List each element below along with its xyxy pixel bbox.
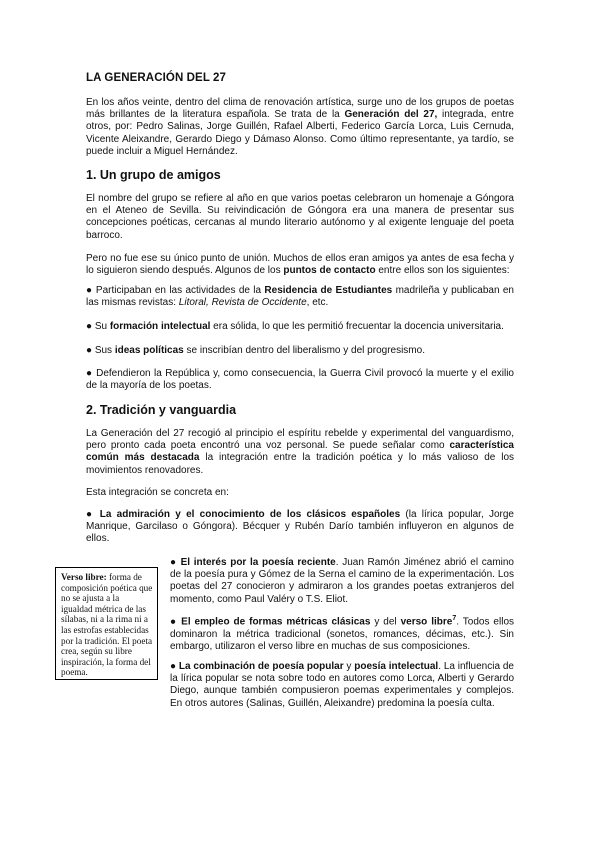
- bold-text: ● La combinación de poesía popular: [170, 661, 344, 672]
- section2-bullet-3: [170, 613, 514, 653]
- bold-text: ● La admiración y el conocimiento de los clásicos españoles: [86, 509, 401, 520]
- text: era sólida, lo que les permitió frecuentar la docencia universitaria.: [210, 321, 504, 332]
- section1-bullet-3: [86, 345, 514, 357]
- section1-bullet-1: [86, 285, 514, 309]
- text: Pero no fue ese su único punto de unión. Muchos de ellos eran amigos ya antes de esa fecha y lo siguieron siendo después. Algunos de los: [86, 253, 514, 277]
- text: y: [343, 661, 355, 672]
- footnote-marker: 7: [452, 615, 457, 622]
- text: se inscribían dentro del liberalismo y del progresismo.: [183, 345, 425, 356]
- italic-text: Litoral, Revista de Occidente: [178, 297, 307, 309]
- section2-bullet-2: [170, 557, 514, 606]
- text: . Todos ellos dominaron la métrica tradicional (sonetos, romances, décimas, etc.). Sin embargo, utilizaron el verso libre en muchas de sus composiciones.: [170, 616, 515, 652]
- section2-paragraph-1: [86, 428, 514, 477]
- text: La Generación del 27 recogió al principio el espíritu rebelde y experimental del vanguardismo, pero pronto cada poeta encontró una voz personal. Se puede señalar como: [86, 428, 514, 452]
- text: madrileña y publicaban en las mismas revistas:: [86, 285, 514, 309]
- section2-bullet-1: [86, 509, 514, 546]
- definition-term: Verso libre:: [61, 572, 107, 582]
- bold-text: verso libre: [400, 616, 453, 628]
- section2-bullet-4: [170, 661, 514, 710]
- section1-bullet-4: ● Defendieron la República y, como consecuencia, la Guerra Civil provocó la muerte y el exilio de la mayoría de los poetas.: [86, 368, 514, 392]
- text: entre ellos son los siguientes:: [375, 265, 510, 277]
- text: ● Sus: [86, 345, 115, 356]
- intro-bold: Generación del 27,: [344, 109, 438, 121]
- bold-text: formación intelectual: [109, 321, 211, 332]
- section2-paragraph-2: Esta integración se concreta en:: [86, 487, 229, 498]
- text: . La influencia de la lírica popular se nota sobre todo en autores como Lorca, Alberti y Gerardo Diego, aunque también compusieron poemas experimentales y complejos. En otros autores (Salinas, Guillén, Aleixandre) predomina la poesía culta.: [170, 661, 514, 709]
- bold-text: ● El interés por la poesía reciente: [170, 557, 336, 568]
- section1-bullet-2: [86, 321, 514, 333]
- section1-paragraph-2: [86, 253, 514, 277]
- intro-text-2: integrada, entre otros, por: Pedro Salinas, Jorge Guillén, Rafael Alberti, Federico García Lorca, Luis Cernuda, Vicente Aleixandre, Gerardo Diego y Dámaso Alonso. Como último representante, ya tardío, se puede incluir a Miguel Hernández.: [86, 109, 514, 157]
- intro-text: En los años veinte, dentro del clima de renovación artística, surge uno de los grupos de poetas más brillantes de la literatura española. Se trata de la: [86, 97, 514, 121]
- bold-text: ideas políticas: [114, 345, 184, 356]
- definition-text: forma de composición poética que no se ajusta a la igualdad métrica de las sílabas, ni a la rima ni a las estrofas establecidas por la tradición. El poeta crea, según su libre inspiración, la forma del poema.: [61, 572, 153, 678]
- bold-text: puntos de contacto: [283, 265, 376, 277]
- intro-paragraph: [86, 97, 514, 158]
- bold-text: característica común más destacada: [86, 440, 514, 464]
- verso-libre-definition-box: [55, 567, 158, 680]
- document-title: LA GENERACIÓN DEL 27: [86, 72, 227, 84]
- text: (la lírica popular, Jorge Manrique, Garcilaso o Góngora). Bécquer y Rubén Darío también influyeron en algunos de ellos.: [86, 509, 514, 545]
- text: la integración entre la tradición poética y lo más valioso de los movimientos renovadores.: [86, 452, 515, 476]
- bold-text: ● El empleo de formas métricas clásicas: [170, 616, 371, 628]
- bold-text: poesía intelectual: [354, 661, 439, 672]
- bold-text: Residencia de Estudiantes: [264, 285, 393, 296]
- section2-heading: 2. Tradición y vanguardia: [86, 403, 237, 417]
- text: ● Su: [86, 321, 110, 332]
- text: . Juan Ramón Jiménez abrió el camino de la poesía pura y Gómez de la Serna el camino de la experimentación. Los poetas del 27 conocieron y admiraron a los grandes poetas extranjeros del momento, como Paul Valéry o T.S. Eliot.: [170, 557, 514, 605]
- section1-paragraph-1: El nombre del grupo se refiere al año en que varios poetas celebraron un homenaje a Góngora en el Ateneo de Sevilla. Su reivindicación de Góngora era una manera de presentar sus concepciones poéticas, cercanas al mundo literario autónomo y al exigente lenguaje del poeta barroco.: [86, 193, 514, 241]
- text: ● Participaban en las actividades de la: [86, 285, 265, 296]
- text: y del: [370, 616, 401, 628]
- text: , etc.: [306, 297, 329, 309]
- section1-heading: 1. Un grupo de amigos: [86, 168, 221, 182]
